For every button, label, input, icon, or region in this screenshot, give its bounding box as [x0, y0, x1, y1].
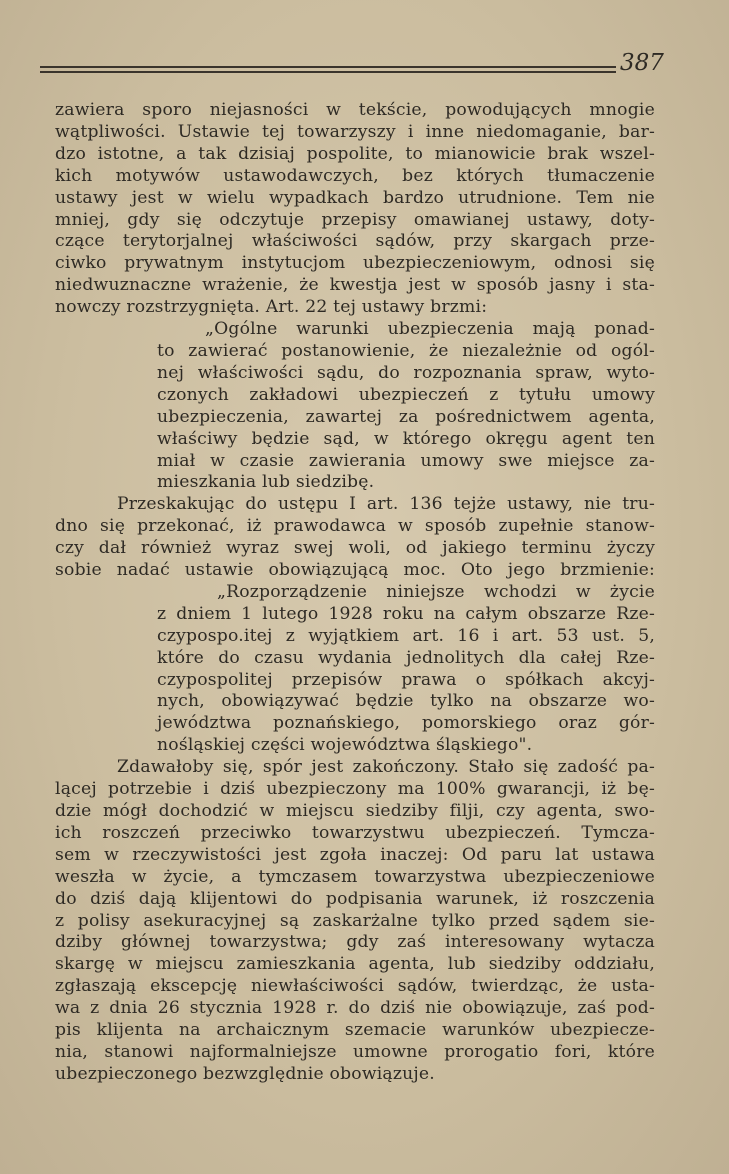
text-line: ich roszczeń przeciwko towarzystwu ubezpieczeń. Tymcza- — [55, 822, 655, 843]
text-line: z dniem 1 lutego 1928 roku na całym obszarze Rze- — [157, 603, 655, 624]
text-line: lącej potrzebie i dziś ubezpieczony ma 100% gwarancji, iż bę- — [55, 779, 655, 800]
text-line: nia, stanowi najformalniejsze umowne prorogatio fori, które — [55, 1041, 655, 1062]
text-line: jewództwa poznańskiego, pomorskiego oraz gór- — [157, 713, 655, 734]
text-line: mniej, gdy się odczytuje przepisy omawianej ustawy, doty- — [55, 209, 655, 230]
text-line: zgłaszają ekscepcję niewłaściwości sądów, twierdząc, że usta- — [55, 976, 655, 997]
text-line: ustawy jest w wielu wypadkach bardzo utrudnione. Tem nie — [55, 187, 655, 208]
text-line: to zawierać postanowienie, że niezależnie od ogól- — [157, 340, 655, 361]
text-line: sobie nadać ustawie obowiązującą moc. Oto jego brzmienie: — [55, 560, 655, 581]
text-line: weszła w życie, a tymczasem towarzystwa ubezpieczeniowe — [55, 866, 655, 887]
text-line: miał w czasie zawierania umowy swe miejsce za- — [157, 450, 655, 471]
text-line: ubezpieczenia, zawartej za pośrednictwem agenta, — [157, 406, 655, 427]
text-line: nowczy rozstrzygnięta. Art. 22 tej ustawy brzmi: — [55, 297, 488, 318]
text-line: skargę w miejscu zamieszkania agenta, lub siedziby oddziału, — [55, 954, 655, 975]
text-line: czonych zakładowi ubezpieczeń z tytułu umowy — [157, 384, 655, 405]
text-line: które do czasu wydania jednolitych dla całej Rze- — [157, 647, 655, 668]
text-line: czypospolitej przepisów prawa o spółkach akcyj- — [157, 669, 655, 690]
text-line: dzo istotne, a tak dzisiaj pospolite, to mianowicie brak wszel- — [55, 143, 655, 164]
text-line: dno się przekonać, iż prawodawca w sposób zupełnie stanow- — [55, 516, 655, 537]
text-line: czypospo.itej z wyjątkiem art. 16 i art. 53 ust. 5, — [157, 625, 655, 646]
text-line: kich motywów ustawodawczych, bez których tłumaczenie — [55, 165, 655, 186]
text-line: pis klijenta na archaicznym szemacie warunków ubezpiecze- — [55, 1020, 655, 1041]
text-line: niedwuznaczne wrażenie, że kwestja jest w sposób jasny i sta- — [55, 275, 655, 296]
text-line: wa z dnia 26 stycznia 1928 r. do dziś nie obowiązuje, zaś pod- — [55, 998, 655, 1019]
text-line: Przeskakując do ustępu I art. 136 tejże ustawy, nie tru- — [117, 494, 655, 515]
body-text — [55, 100, 655, 1086]
text-line: „Rozporządzenie niniejsze wchodzi w życie — [217, 581, 655, 602]
text-line: czy dał również wyraz swej woli, od jakiego terminu życzy — [55, 538, 655, 559]
header-double-rule — [40, 66, 616, 73]
page-number: 387 — [620, 50, 664, 76]
text-line: sem w rzeczywistości jest zgoła inaczej: Od paru lat ustawa — [55, 844, 655, 865]
text-line: czące terytorjalnej właściwości sądów, przy skargach prze- — [55, 231, 655, 252]
text-line: mieszkania lub siedzibę. — [157, 472, 375, 493]
text-line: nej właściwości sądu, do rozpoznania spraw, wyto- — [157, 362, 655, 383]
text-line: właściwy będzie sąd, w którego okręgu agent ten — [157, 428, 655, 449]
text-line: dziby głównej towarzystwa; gdy zaś interesowany wytacza — [55, 932, 655, 953]
text-line: do dziś dają klijentowi do podpisania warunek, iż roszczenia — [55, 888, 655, 909]
text-line: Zdawałoby się, spór jest zakończony. Stało się zadość pa- — [117, 757, 655, 778]
text-line: „Ogólne warunki ubezpieczenia mają ponad- — [205, 319, 655, 340]
text-line: ciwko prywatnym instytucjom ubezpieczeniowym, odnosi się — [55, 253, 655, 274]
text-line: z polisy asekuracyjnej są zaskarżalne tylko przed sądem sie- — [55, 910, 655, 931]
text-line: wątpliwości. Ustawie tej towarzyszy i inne niedomaganie, bar- — [55, 121, 655, 142]
text-line: ubezpieczonego bezwzględnie obowiązuje. — [55, 1063, 435, 1084]
text-line: nośląskiej części województwa śląskiego". — [157, 735, 533, 756]
text-line: dzie mógł dochodzić w miejscu siedziby filji, czy agenta, swo- — [55, 801, 655, 821]
text-line: zawiera sporo niejasności w tekście, powodujących mnogie — [55, 100, 655, 120]
text-line: nych, obowiązywać będzie tylko na obszarze wo- — [157, 691, 655, 712]
